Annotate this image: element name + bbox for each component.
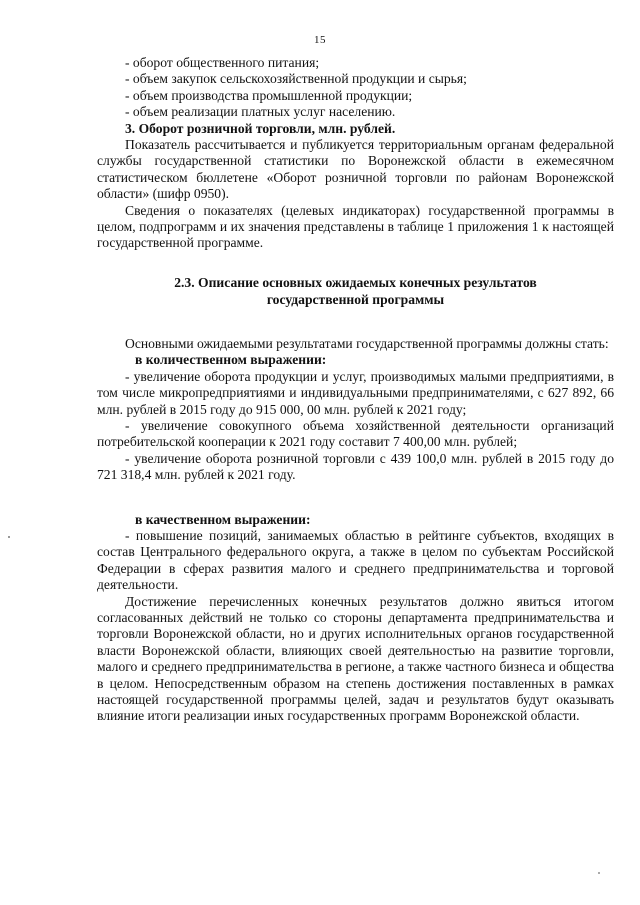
quantitative-item: - увеличение оборота продукции и услуг, производимых малыми предприятиями, в том числе микропредприятиями и индивидуальными предпринимателями, с 627 892, 66 млн. рублей в 2015 году до 915 000, 00 млн. рублей к 2021 году; <box>97 368 614 417</box>
quantitative-heading: в количественном выражении: <box>135 352 327 368</box>
spacer <box>97 484 614 512</box>
indicators-info-paragraph: Сведения о показателях (целевых индикаторах) государственной программы в целом, подпрограмм и их значения представлены в таблице 1 приложения 1 к настоящей государственной программе. <box>97 202 614 251</box>
qualitative-heading: в качественном выражении: <box>135 511 311 527</box>
section-title-line-1: 2.3. Описание основных ожидаемых конечных результатов <box>174 274 537 290</box>
list-item: - объем производства промышленной продукции; <box>125 87 413 103</box>
qualitative-item: - повышение позиций, занимаемых областью в рейтинге субъектов, входящих в состав Центрального федерального округа, а также в целом по субъектам Российской Федерации в сферах развития малого и среднего предпринимательства и торговой деятельности. <box>97 527 614 593</box>
section-title-line-2: государственной программы <box>266 291 445 307</box>
spacer <box>97 308 614 336</box>
indicator-3-title: 3. Оборот розничной торговли, млн. рублей. <box>125 120 396 136</box>
list-item: - оборот общественного питания; <box>125 55 320 70</box>
page-number: 15 <box>314 34 326 46</box>
page-content <box>97 55 614 725</box>
conclusion-paragraph: Достижение перечисленных конечных результатов должно явиться итогом согласованных действий не только со стороны департамента предпринимательства и торговли Воронежской области, но и других исполнительных органов государственной власти Воронежской области, влияющих своей деятельностью на развитие торговли, малого и среднего предпринимательства в регионе, а также частного бизнеса и общества в целом. Непосредственным образом на степень достижения поставленных в рамках настоящей государственной программы целей, задач и результатов будут оказывать влияние итоги реализации иных государственных программ Воронежской области. <box>97 593 614 724</box>
results-intro-paragraph: Основными ожидаемыми результатами государственной программы должны стать: <box>125 335 609 351</box>
section-title <box>97 274 614 308</box>
list-item: - объем реализации платных услуг населению. <box>125 104 396 120</box>
scan-mark <box>8 536 10 538</box>
scan-mark <box>598 872 600 874</box>
quantitative-item: - увеличение совокупного объема хозяйственной деятельности организаций потребительской кооперации к 2021 году составит 7 400,00 млн. рублей; <box>97 417 614 450</box>
list-item: - объем закупок сельскохозяйственной продукции и сырья; <box>125 71 467 87</box>
quantitative-item: - увеличение оборота розничной торговли с 439 100,0 млн. рублей в 2015 году до 721 318,4 млн. рублей к 2021 году. <box>97 450 614 483</box>
indicator-3-description: Показатель рассчитывается и публикуется территориальным органам федеральной службы государственной статистики по Воронежской области в ежемесячном статистическом бюллетене «Оборот розничной торговли по районам Воронежской области» (шифр 0950). <box>97 137 614 202</box>
